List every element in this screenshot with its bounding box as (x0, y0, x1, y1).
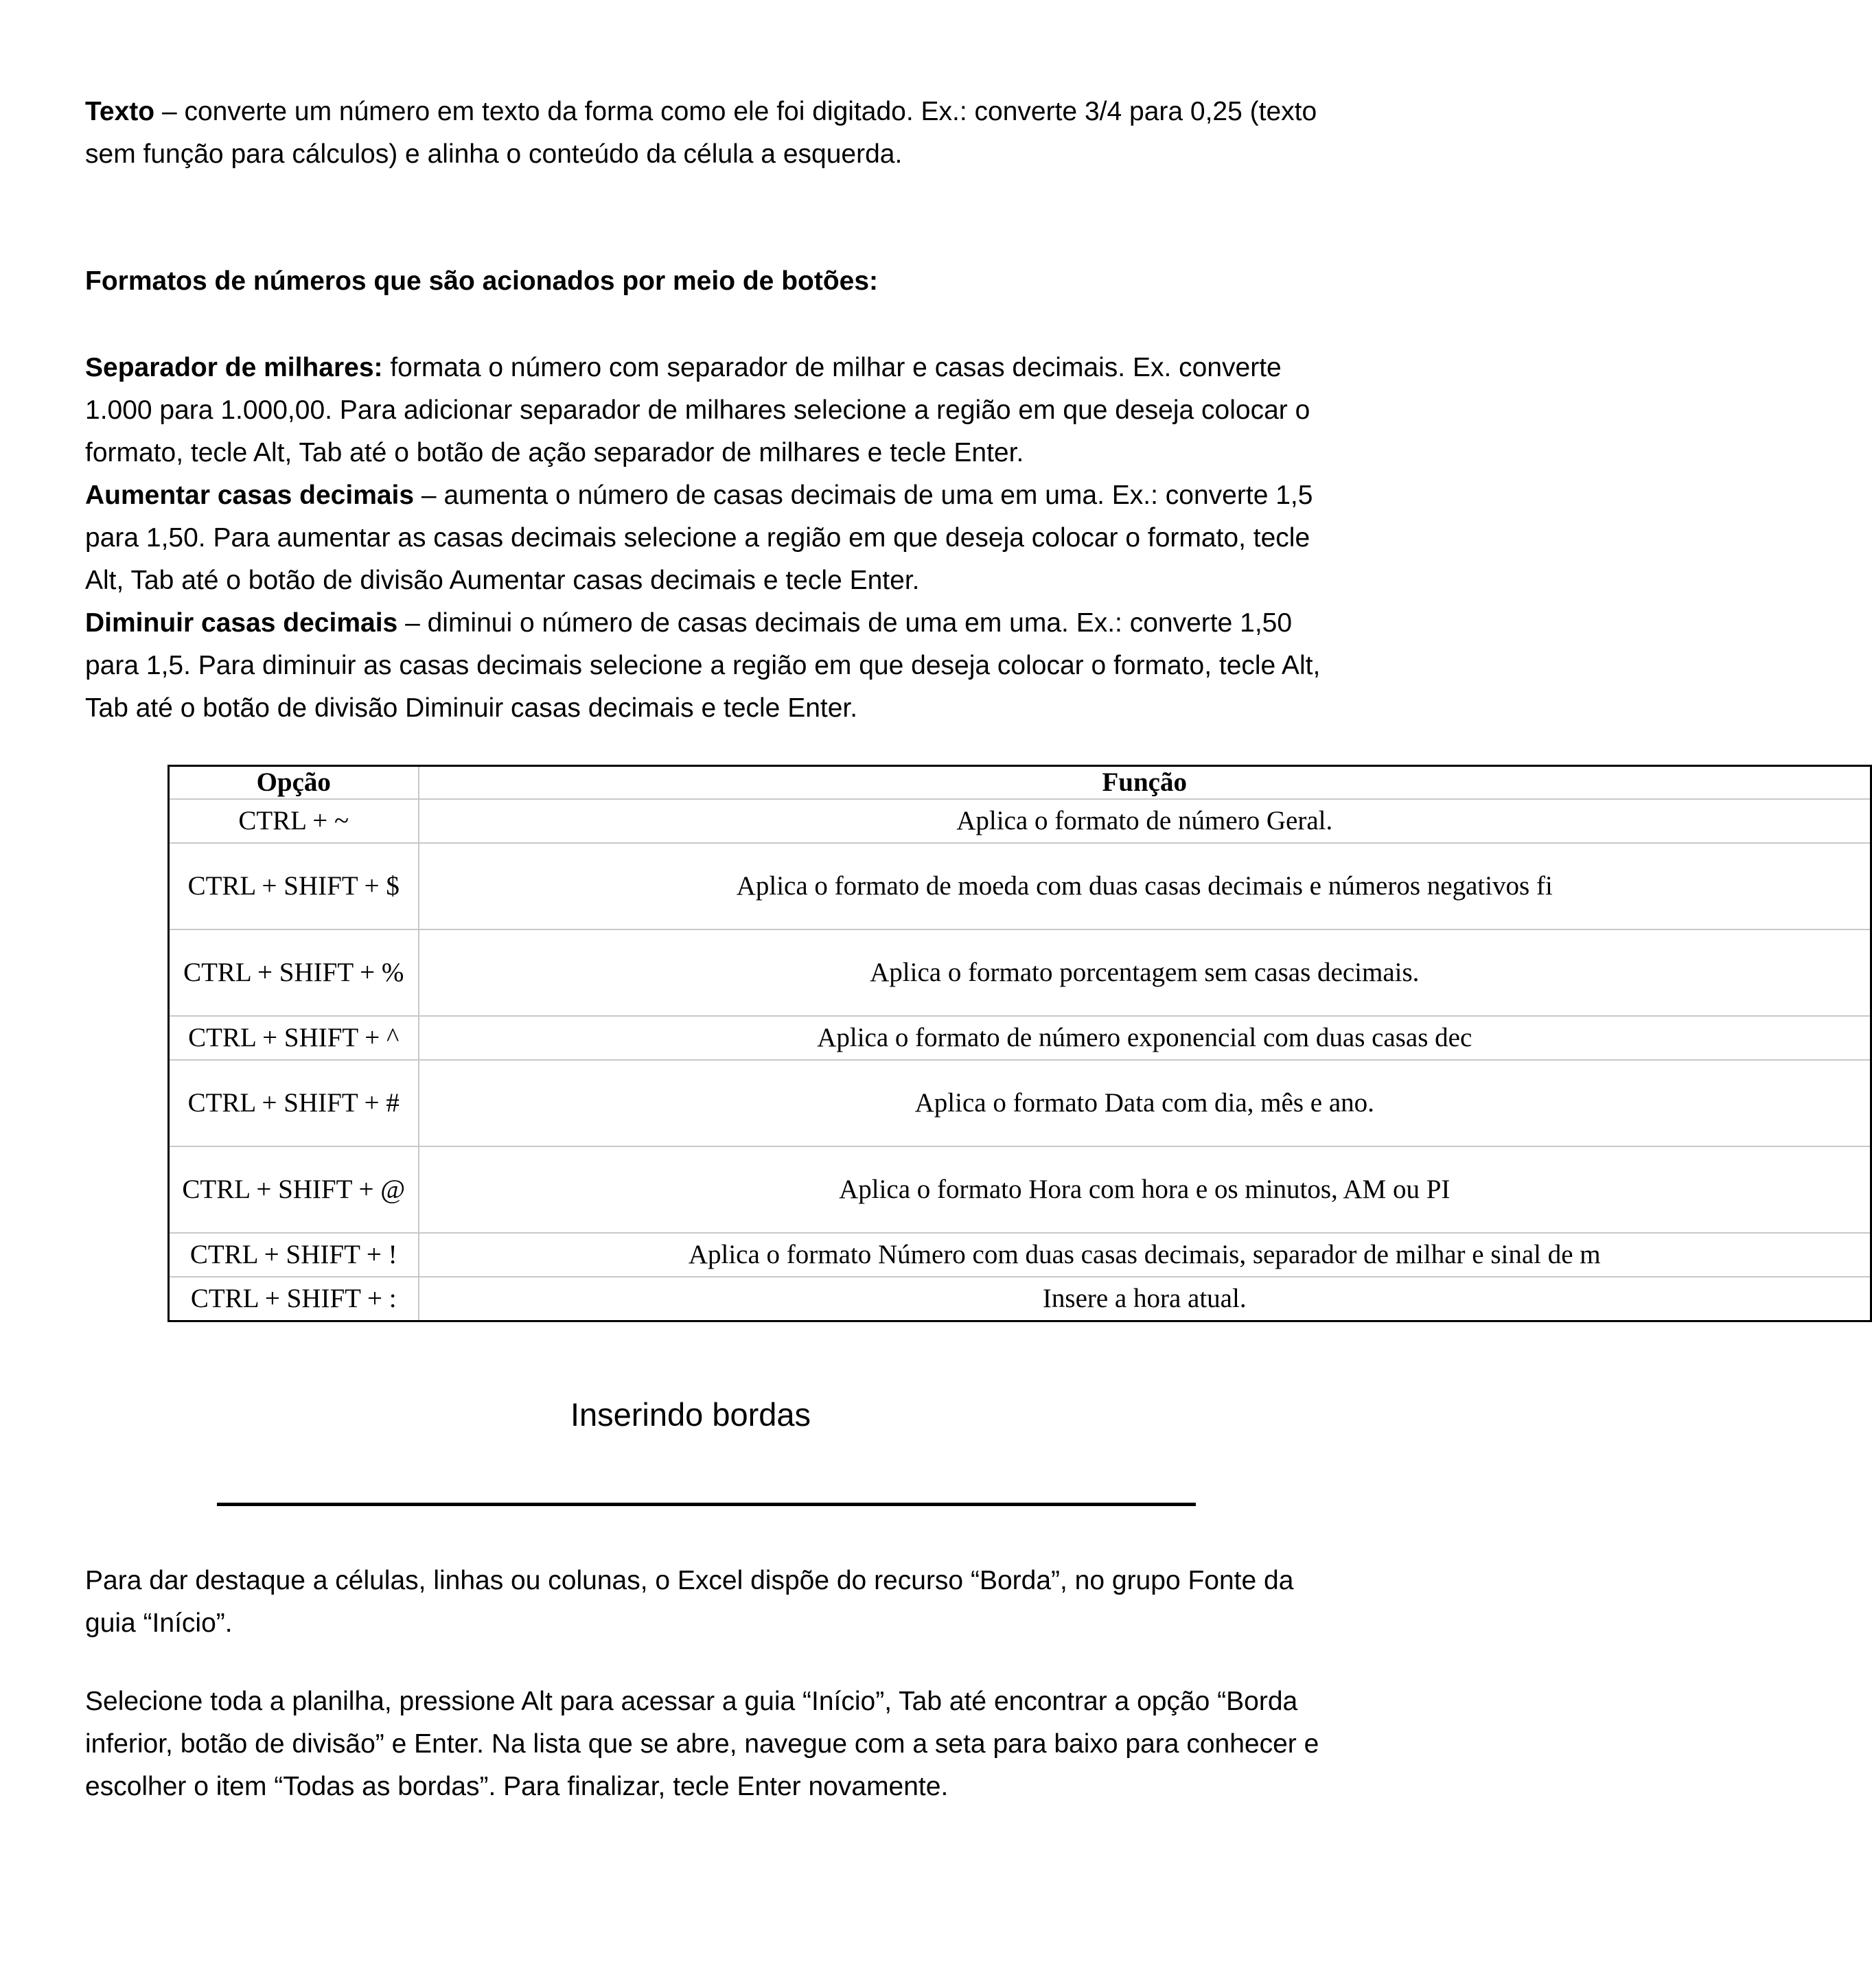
option-cell: CTRL + SHIFT + : (169, 1277, 419, 1321)
table-row (169, 1016, 1871, 1060)
option-cell: CTRL + SHIFT + ^ (169, 1016, 419, 1060)
option-cell: CTRL + SHIFT + $ (169, 843, 419, 929)
format-desc-decrease-decimals: – diminui o número de casas decimais de uma em uma. Ex.: converte 1,50 para 1,5. Para diminuir as casas decimais selecione a região em que deseja colocar o formato, tecle Alt, Tab até o botão de divisão Diminuir casas decimais e tecle Enter. (85, 608, 1321, 723)
format-desc-thousands: formata o número com separador de milhar e casas decimais. Ex. converte 1.000 para 1.000,00. Para adicionar separador de milhares selecione a região em que deseja colocar o formato, tecle Alt, Tab até o botão de ação separador de milhares e tecle Enter. (85, 353, 1310, 467)
section-title: Inserindo bordas (570, 1396, 811, 1433)
format-term-decrease-decimals: Diminuir casas decimais (85, 608, 398, 638)
table-row (169, 1233, 1871, 1277)
option-cell: CTRL + SHIFT + % (169, 929, 419, 1016)
table-row (169, 1277, 1871, 1321)
header-option: Opção (169, 766, 419, 800)
texto-paragraph (85, 91, 1321, 176)
option-cell: CTRL + SHIFT + ! (169, 1233, 419, 1277)
shortcuts-table-container (167, 765, 1601, 1332)
table-row (169, 929, 1871, 1016)
buttons-heading: Formatos de números que são acionados por meio de botões: (85, 266, 879, 296)
table-row (169, 843, 1871, 929)
table-row (169, 1060, 1871, 1146)
texto-term: Texto (85, 97, 155, 126)
function-cell: Aplica o formato Hora com hora e os minutos, AM ou PI (419, 1146, 1871, 1233)
function-cell: Aplica o formato de número exponencial com duas casas dec (419, 1016, 1871, 1060)
format-term-thousands: Separador de milhares: (85, 353, 383, 382)
format-term-increase-decimals: Aumentar casas decimais (85, 481, 415, 510)
table-row (169, 1146, 1871, 1233)
table-row (169, 799, 1871, 843)
option-cell: CTRL + ~ (169, 799, 419, 843)
function-cell: Aplica o formato porcentagem sem casas decimais. (419, 929, 1871, 1016)
formats-paragraph (85, 347, 1321, 730)
format-desc-increase-decimals: – aumenta o número de casas decimais de uma em uma. Ex.: converte 1,5 para 1,50. Para aumentar as casas decimais selecione a região em que deseja colocar o formato, tecle Alt, Tab até o botão de divisão Aumentar casas decimais e tecle Enter. (85, 481, 1313, 595)
function-cell: Insere a hora atual. (419, 1277, 1871, 1321)
option-cell: CTRL + SHIFT + @ (169, 1146, 419, 1233)
function-cell: Aplica o formato Data com dia, mês e ano. (419, 1060, 1871, 1146)
function-cell: Aplica o formato de número Geral. (419, 799, 1871, 843)
function-cell: Aplica o formato de moeda com duas casas decimais e números negativos fi (419, 843, 1871, 929)
borda-paragraph-2: Selecione toda a planilha, pressione Alt para acessar a guia “Início”, Tab até encontrar a opção “Borda inferior, botão de divisão” e Enter. Na lista que se abre, navegue com a seta para baixo para conhecer e escolher o item “Todas as bordas”. Para finalizar, tecle Enter novamente. (85, 1687, 1319, 1801)
shortcuts-table (167, 765, 1872, 1322)
option-cell: CTRL + SHIFT + # (169, 1060, 419, 1146)
function-cell: Aplica o formato Número com duas casas decimais, separador de milhar e sinal de m (419, 1233, 1871, 1277)
section-divider (217, 1503, 1196, 1506)
texto-description: – converte um número em texto da forma como ele foi digitado. Ex.: converte 3/4 para 0,25 (texto sem função para cálculos) e alinha o conteúdo da célula a esquerda. (85, 97, 1317, 169)
table-header-row (169, 766, 1871, 800)
borda-paragraph-1: Para dar destaque a células, linhas ou colunas, o Excel dispõe do recurso “Borda”, no grupo Fonte da guia “Início”. (85, 1566, 1294, 1638)
header-function: Função (419, 766, 1871, 800)
